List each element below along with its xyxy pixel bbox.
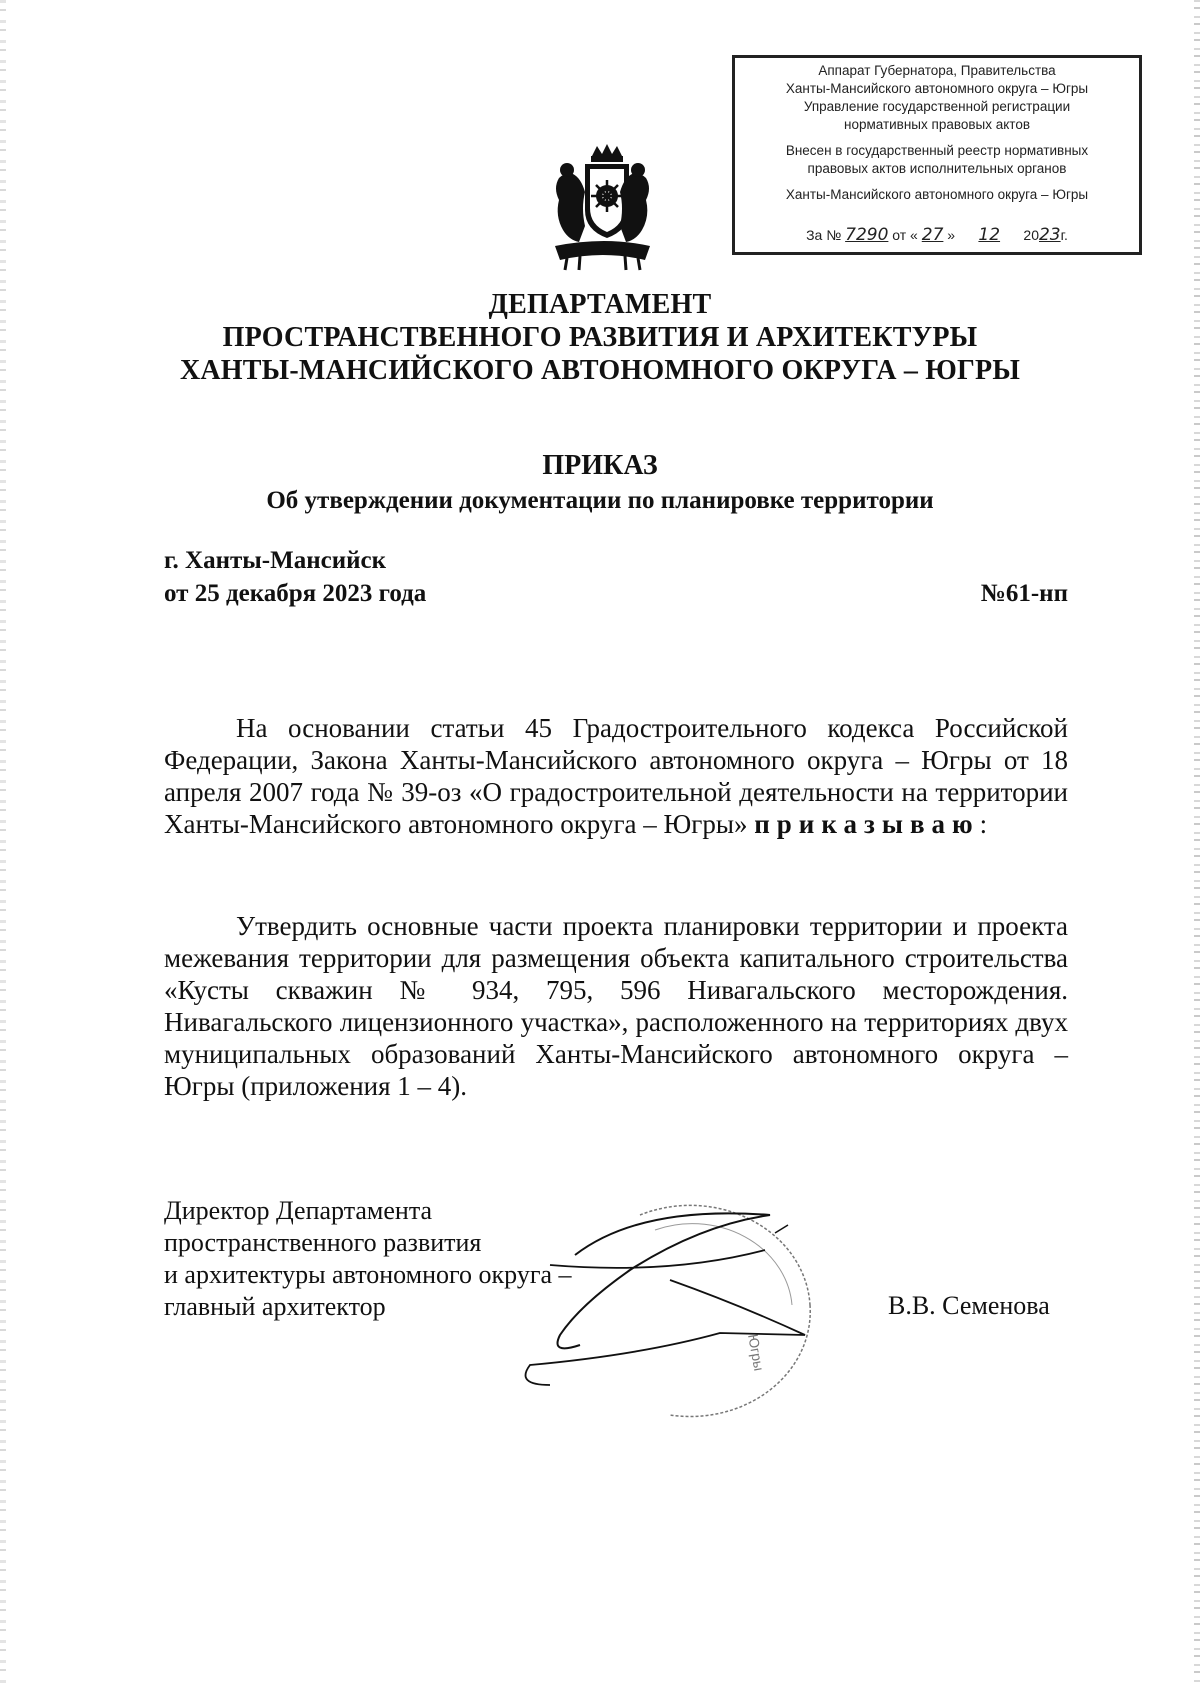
signature-block bbox=[164, 1195, 572, 1323]
approval-paragraph: Утвердить основные части проекта планировки территории и проекта межевания территории для размещения объекта капитального строительства «Кусты скважин № 934, 795, 596 Нивагальского месторождения. Нивагальского лицензионного участка», расположенного на территориях двух муниципальных образований Ханты-Мансийского автономного округа – Югры (приложения 1 – 4). bbox=[164, 911, 1068, 1101]
stamp-handwritten-day: 27 bbox=[921, 225, 944, 245]
stamp-line: Ханты-Мансийского автономного округа – Югры bbox=[785, 81, 1089, 96]
signatory-name: В.В. Семенова bbox=[888, 1291, 1050, 1320]
order-number: №61-нп bbox=[980, 580, 1068, 607]
seal-text: Югры bbox=[745, 1332, 768, 1373]
stamp-from-label: от « bbox=[892, 227, 918, 243]
signatory-position-line: пространственного развития bbox=[164, 1228, 482, 1257]
department-heading-line: ДЕПАРТАМЕНТ bbox=[488, 289, 712, 320]
basis-text: На основании статьи 45 Градостроительного кодекса Российской Федерации, Закона Ханты-Мансийского автономного округа – Югры от 18 апреля 2007 года № 39-оз «О градостроительной деятельности на территории Ханты-Мансийского автономного округа – Югры» bbox=[164, 713, 1068, 839]
order-city: г. Ханты-Мансийск bbox=[164, 547, 387, 574]
registration-stamp bbox=[732, 55, 1142, 255]
stamp-line: Внесен в государственный реестр нормативных bbox=[785, 143, 1089, 158]
signatory-position-line: Директор Департамента bbox=[164, 1196, 433, 1225]
department-heading-line: ХАНТЫ-МАНСИЙСКОГО АВТОНОМНОГО ОКРУГА – ЮГРЫ bbox=[179, 355, 1021, 386]
scan-edge-left bbox=[0, 0, 6, 1685]
order-word: приказываю bbox=[754, 809, 980, 839]
stamp-line: правовых актов исполнительных органов bbox=[807, 161, 1067, 176]
basis-paragraph bbox=[164, 712, 1068, 840]
stamp-handwritten-year: 23 bbox=[1038, 225, 1061, 245]
stamp-year-end: г. bbox=[1060, 227, 1068, 243]
order-colon: : bbox=[979, 809, 988, 839]
signatory-position-line: и архитектуры автономного округа – bbox=[164, 1260, 572, 1289]
stamp-day-close: » bbox=[947, 227, 956, 243]
stamp-registration-number bbox=[735, 226, 1139, 244]
coat-of-arms-icon bbox=[545, 138, 660, 273]
stamp-number-prefix: За № bbox=[806, 227, 842, 243]
scan-edge-right bbox=[1194, 0, 1200, 1685]
stamp-line: Управление государственной регистрации bbox=[803, 99, 1071, 114]
order-subject: Об утверждении документации по планировке территории bbox=[266, 487, 934, 514]
signatory-position-line: главный архитектор bbox=[164, 1292, 386, 1321]
department-heading bbox=[0, 288, 1200, 387]
order-date: от 25 декабря 2023 года bbox=[164, 580, 427, 607]
stamp-year-prefix: 20 bbox=[1023, 227, 1039, 243]
stamp-line: Аппарат Губернатора, Правительства bbox=[818, 63, 1056, 78]
order-title: ПРИКАЗ bbox=[542, 450, 658, 481]
stamp-handwritten-month: 12 bbox=[978, 225, 1001, 245]
stamp-line: Ханты-Мансийского автономного округа – Югры bbox=[785, 187, 1089, 202]
signature-seal-icon bbox=[520, 1185, 870, 1425]
stamp-handwritten-number: 7290 bbox=[845, 225, 889, 245]
department-heading-line: ПРОСТРАНСТВЕННОГО РАЗВИТИЯ И АРХИТЕКТУРЫ bbox=[222, 322, 978, 353]
stamp-line: нормативных правовых актов bbox=[843, 117, 1031, 132]
